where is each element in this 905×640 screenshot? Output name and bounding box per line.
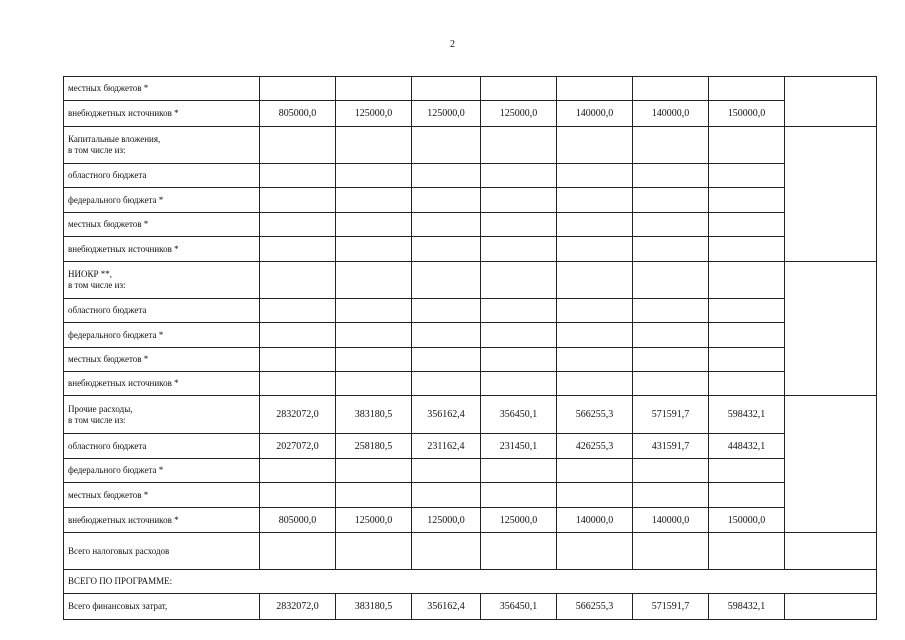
value-cell: 448432,1 xyxy=(709,434,785,459)
value-cell xyxy=(557,213,633,237)
value-cell xyxy=(633,459,709,483)
value-cell xyxy=(557,237,633,262)
value-cell xyxy=(260,323,336,348)
value-cell xyxy=(412,533,481,570)
value-cell xyxy=(336,372,412,396)
value-cell xyxy=(412,483,481,508)
table-row xyxy=(64,372,877,396)
value-cell xyxy=(412,237,481,262)
table-row xyxy=(64,459,877,483)
extra-column-cell xyxy=(785,533,877,570)
value-cell xyxy=(481,164,557,188)
table-row xyxy=(64,483,877,508)
row-label xyxy=(64,262,260,299)
value-cell xyxy=(412,77,481,101)
value-cell xyxy=(709,348,785,372)
value-cell xyxy=(481,77,557,101)
value-cell xyxy=(633,299,709,323)
value-cell: 125000,0 xyxy=(336,508,412,533)
value-cell xyxy=(633,483,709,508)
value-cell xyxy=(557,483,633,508)
value-cell xyxy=(557,77,633,101)
value-cell xyxy=(260,188,336,213)
value-cell xyxy=(412,372,481,396)
value-cell xyxy=(709,213,785,237)
row-label-line: Капитальные вложения, xyxy=(68,134,161,144)
value-cell xyxy=(633,164,709,188)
value-cell: 150000,0 xyxy=(709,101,785,127)
value-cell xyxy=(412,213,481,237)
value-cell: 566255,3 xyxy=(557,594,633,620)
row-label: областного бюджета xyxy=(64,299,260,323)
value-cell xyxy=(709,164,785,188)
value-cell xyxy=(336,483,412,508)
value-cell: 426255,3 xyxy=(557,434,633,459)
value-cell xyxy=(481,533,557,570)
value-cell xyxy=(633,348,709,372)
value-cell xyxy=(633,323,709,348)
value-cell xyxy=(412,459,481,483)
value-cell xyxy=(260,237,336,262)
value-cell xyxy=(336,188,412,213)
table-row xyxy=(64,533,877,570)
value-cell xyxy=(336,262,412,299)
value-cell xyxy=(412,262,481,299)
value-cell xyxy=(412,188,481,213)
value-cell: 2832072,0 xyxy=(260,594,336,620)
value-cell xyxy=(481,483,557,508)
value-cell xyxy=(557,299,633,323)
table-row xyxy=(64,396,877,434)
value-cell: 140000,0 xyxy=(557,508,633,533)
value-cell xyxy=(557,188,633,213)
value-cell xyxy=(260,299,336,323)
value-cell xyxy=(557,127,633,164)
extra-column-cell xyxy=(785,77,877,127)
table-row xyxy=(64,188,877,213)
value-cell: 571591,7 xyxy=(633,594,709,620)
value-cell: 566255,3 xyxy=(557,396,633,434)
value-cell xyxy=(260,77,336,101)
table-row xyxy=(64,299,877,323)
row-label: областного бюджета xyxy=(64,164,260,188)
value-cell: 231162,4 xyxy=(412,434,481,459)
program-header-row xyxy=(64,570,877,594)
row-label: местных бюджетов * xyxy=(64,483,260,508)
row-label-line: НИОКР **, xyxy=(68,269,113,279)
value-cell: 356450,1 xyxy=(481,594,557,620)
value-cell: 805000,0 xyxy=(260,101,336,127)
value-cell xyxy=(633,372,709,396)
value-cell: 383180,5 xyxy=(336,594,412,620)
value-cell xyxy=(557,323,633,348)
program-header: ВСЕГО ПО ПРОГРАММЕ: xyxy=(64,570,877,594)
value-cell xyxy=(412,127,481,164)
budget-table xyxy=(63,76,877,620)
value-cell xyxy=(709,299,785,323)
value-cell: 356162,4 xyxy=(412,594,481,620)
value-cell xyxy=(633,237,709,262)
row-label: внебюджетных источников * xyxy=(64,237,260,262)
value-cell: 598432,1 xyxy=(709,396,785,434)
value-cell xyxy=(260,164,336,188)
row-label: внебюджетных источников * xyxy=(64,101,260,127)
row-label xyxy=(64,396,260,434)
value-cell xyxy=(412,348,481,372)
table-row xyxy=(64,213,877,237)
value-cell xyxy=(557,459,633,483)
value-cell: 125000,0 xyxy=(336,101,412,127)
value-cell xyxy=(260,127,336,164)
value-cell: 150000,0 xyxy=(709,508,785,533)
value-cell xyxy=(633,188,709,213)
value-cell xyxy=(260,533,336,570)
value-cell xyxy=(709,533,785,570)
table-row xyxy=(64,323,877,348)
value-cell xyxy=(336,533,412,570)
row-label: местных бюджетов * xyxy=(64,213,260,237)
value-cell: 383180,5 xyxy=(336,396,412,434)
value-cell xyxy=(412,323,481,348)
value-cell xyxy=(336,164,412,188)
value-cell xyxy=(709,323,785,348)
row-label: местных бюджетов * xyxy=(64,77,260,101)
value-cell: 125000,0 xyxy=(412,101,481,127)
value-cell xyxy=(336,299,412,323)
table-body xyxy=(64,77,877,620)
value-cell xyxy=(709,483,785,508)
row-label-line: в том числе из: xyxy=(68,145,126,155)
extra-column-cell xyxy=(785,127,877,262)
row-label: Всего налоговых расходов xyxy=(64,533,260,570)
extra-column-cell xyxy=(785,262,877,396)
value-cell xyxy=(481,237,557,262)
value-cell xyxy=(709,262,785,299)
value-cell xyxy=(336,459,412,483)
value-cell xyxy=(260,372,336,396)
value-cell: 805000,0 xyxy=(260,508,336,533)
value-cell xyxy=(557,533,633,570)
value-cell xyxy=(481,372,557,396)
row-label: федерального бюджета * xyxy=(64,459,260,483)
table-row xyxy=(64,508,877,533)
value-cell xyxy=(557,262,633,299)
value-cell xyxy=(481,213,557,237)
value-cell: 125000,0 xyxy=(481,508,557,533)
value-cell: 2027072,0 xyxy=(260,434,336,459)
value-cell xyxy=(633,77,709,101)
value-cell xyxy=(412,164,481,188)
value-cell: 140000,0 xyxy=(633,508,709,533)
row-label xyxy=(64,127,260,164)
value-cell: 140000,0 xyxy=(633,101,709,127)
value-cell xyxy=(709,127,785,164)
value-cell: 431591,7 xyxy=(633,434,709,459)
table-row xyxy=(64,434,877,459)
value-cell xyxy=(260,213,336,237)
value-cell xyxy=(709,372,785,396)
value-cell xyxy=(481,459,557,483)
page-number: 2 xyxy=(450,39,455,50)
value-cell xyxy=(481,299,557,323)
value-cell xyxy=(481,323,557,348)
value-cell: 125000,0 xyxy=(412,508,481,533)
value-cell xyxy=(633,262,709,299)
value-cell xyxy=(481,127,557,164)
table-row xyxy=(64,164,877,188)
value-cell xyxy=(336,323,412,348)
value-cell: 356450,1 xyxy=(481,396,557,434)
table-row xyxy=(64,262,877,299)
row-label-line: Прочие расходы, xyxy=(68,403,133,414)
table-row xyxy=(64,594,877,620)
value-cell xyxy=(557,348,633,372)
row-label-line: в том числе из: xyxy=(68,280,126,290)
value-cell xyxy=(260,262,336,299)
value-cell xyxy=(709,188,785,213)
value-cell: 356162,4 xyxy=(412,396,481,434)
value-cell xyxy=(336,348,412,372)
value-cell xyxy=(336,237,412,262)
value-cell xyxy=(709,237,785,262)
table-row xyxy=(64,348,877,372)
value-cell xyxy=(481,262,557,299)
value-cell xyxy=(633,213,709,237)
extra-column-cell xyxy=(785,594,877,620)
value-cell xyxy=(260,483,336,508)
table-row xyxy=(64,127,877,164)
value-cell xyxy=(260,459,336,483)
value-cell: 258180,5 xyxy=(336,434,412,459)
value-cell: 571591,7 xyxy=(633,396,709,434)
value-cell xyxy=(557,372,633,396)
row-label-line: в том числе из: xyxy=(68,414,126,425)
value-cell xyxy=(260,348,336,372)
value-cell xyxy=(336,77,412,101)
row-label: областного бюджета xyxy=(64,434,260,459)
value-cell: 125000,0 xyxy=(481,101,557,127)
value-cell: 2832072,0 xyxy=(260,396,336,434)
row-label: Всего финансовых затрат, xyxy=(64,594,260,620)
value-cell: 140000,0 xyxy=(557,101,633,127)
value-cell: 231450,1 xyxy=(481,434,557,459)
row-label: федерального бюджета * xyxy=(64,323,260,348)
value-cell xyxy=(709,77,785,101)
row-label: федерального бюджета * xyxy=(64,188,260,213)
row-label: внебюджетных источников * xyxy=(64,508,260,533)
row-label: внебюджетных источников * xyxy=(64,372,260,396)
value-cell xyxy=(412,299,481,323)
value-cell xyxy=(557,164,633,188)
value-cell: 598432,1 xyxy=(709,594,785,620)
value-cell xyxy=(481,348,557,372)
table-row xyxy=(64,237,877,262)
value-cell xyxy=(336,213,412,237)
value-cell xyxy=(633,127,709,164)
value-cell xyxy=(709,459,785,483)
value-cell xyxy=(633,533,709,570)
table-row xyxy=(64,77,877,101)
value-cell xyxy=(481,188,557,213)
extra-column-cell xyxy=(785,396,877,533)
row-label: местных бюджетов * xyxy=(64,348,260,372)
value-cell xyxy=(336,127,412,164)
table-row xyxy=(64,101,877,127)
